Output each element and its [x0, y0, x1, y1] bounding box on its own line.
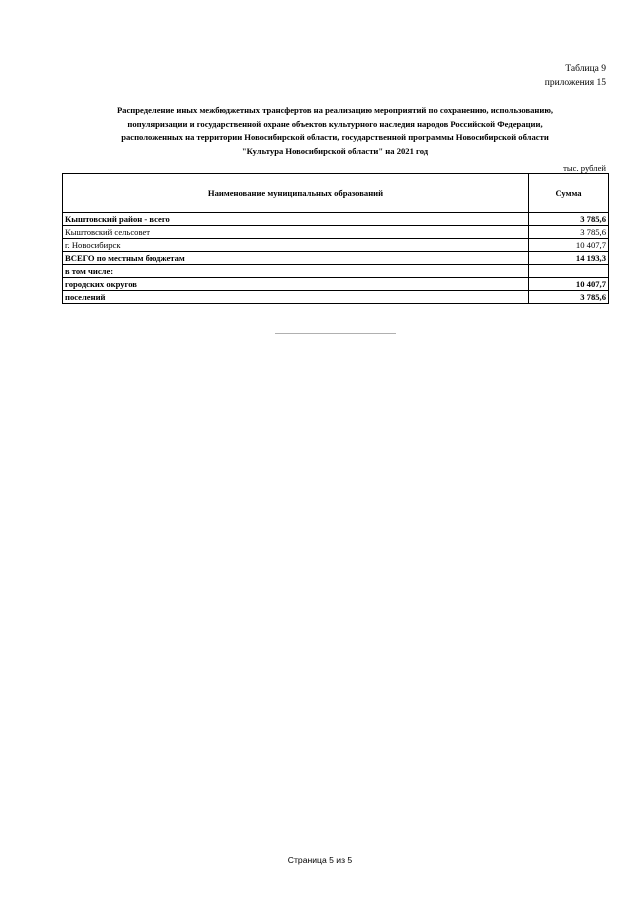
row-value: 3 785,6 [529, 291, 609, 304]
title-line: Распределение иных межбюджетных трансфертов на реализацию мероприятий по сохранению, использованию, [116, 105, 554, 115]
table-row [63, 252, 609, 265]
allocation-table [62, 173, 609, 304]
document-title [62, 104, 608, 158]
row-name: Кыштовский район - всего [63, 213, 529, 226]
row-name: г. Новосибирск [63, 239, 529, 252]
table-row [63, 213, 609, 226]
row-value: 3 785,6 [529, 213, 609, 226]
separator-line [275, 333, 396, 334]
table-caption [545, 62, 606, 90]
table-header-row [63, 174, 609, 213]
table-row [63, 265, 609, 278]
row-value [529, 265, 609, 278]
row-name: ВСЕГО по местным бюджетам [63, 252, 529, 265]
row-value: 10 407,7 [529, 239, 609, 252]
page-footer: Страница 5 из 5 [287, 855, 353, 865]
row-value: 10 407,7 [529, 278, 609, 291]
units-label: тыс. рублей [563, 163, 606, 173]
table-row [63, 239, 609, 252]
table-number: Таблица 9 [565, 64, 606, 74]
title-line: расположенных на территории Новосибирской области, государственной программы Новосибирской области [121, 132, 549, 143]
row-name: Кыштовский сельсовет [63, 226, 529, 239]
table-row [63, 278, 609, 291]
row-name: поселений [63, 291, 529, 304]
row-value: 3 785,6 [529, 226, 609, 239]
title-line: "Культура Новосибирской области" на 2021 год [241, 145, 429, 156]
title-line: популяризации и государственной охране объектов культурного наследия народов Российской Федерации, [127, 118, 543, 129]
row-name: городских округов [63, 278, 529, 291]
appendix-label: приложения 15 [544, 78, 606, 88]
column-header-sum: Сумма [529, 174, 609, 213]
row-name: в том числе: [63, 265, 529, 278]
row-value: 14 193,3 [529, 252, 609, 265]
table-row [63, 291, 609, 304]
table-row [63, 226, 609, 239]
column-header-name: Наименование муниципальных образований [63, 174, 529, 213]
